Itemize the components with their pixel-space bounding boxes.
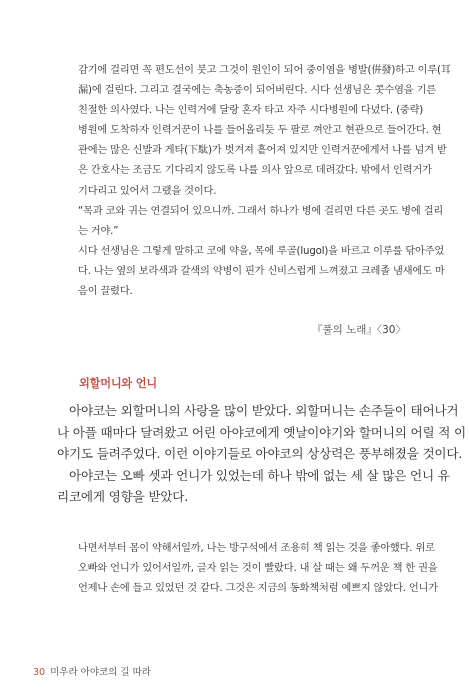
quote-line: 친절한 의사였다. 나는 인력거에 달랑 혼자 타고 자주 시다병원에 다녔다. (중략)	[78, 105, 424, 117]
quote-block-2	[78, 539, 438, 599]
body-line: 아야코는 오빠 셋과 언니가 있었는데 하나 밖에 없는 세 살 많은 언니 유	[69, 467, 450, 483]
body-line: 나 아플 때마다 달려왔고 어린 아야코에게 옛날이야기와 할머니의 어릴 적 이	[57, 424, 466, 440]
quote-line: “목과 코와 귀는 연결되어 있으니까. 그래서 하나가 병에 걸리면 다른 곳도 병에 걸리	[78, 205, 444, 217]
quote-line: 오빠와 언니가 있어서일까, 글자 읽는 것이 빨랐다. 내 살 때는 왜 두꺼운 책 한 권을	[78, 563, 438, 575]
quote-citation: 『풀의 노래』〈30〉	[311, 324, 406, 336]
quote-line: 시다 선생님은 그렇게 말하고 코에 약을, 목에 루골(lugol)을 바르고 이루를 닦아주었	[78, 245, 445, 257]
quote-line: 관에는 많은 신발과 게타(下駄)가 벗겨져 흩어져 있지만 인력거꾼에게서 나를 넘겨 받	[78, 145, 447, 157]
body-line: 야기도 들려주었다. 이런 이야기들로 아야코의 상상력은 풍부해졌을 것이다.	[57, 446, 463, 462]
quote-line: 기다리고 있어서 그랬을 것이다.	[78, 185, 217, 197]
section-heading: 외할머니와 언니	[79, 377, 157, 390]
body-text-block	[57, 400, 466, 508]
quote-line: 는 거야.”	[78, 225, 119, 237]
page-number: 30	[33, 667, 46, 678]
quote-line: 나면서부터 몸이 약해서일까, 나는 방구석에서 조용히 책 읽는 것을 좋아했다. 위로	[78, 543, 435, 554]
quote-line: 병원에 도착하자 인력거꾼이 나를 들어올리듯 두 팔로 껴안고 현관으로 들어간다. 현	[78, 125, 442, 137]
quote-line: 감기에 걸리면 꼭 편도선이 붓고 그것이 원인이 되어 중이염을 병발(倂發)하고 이루(耳	[78, 65, 451, 76]
quote-line: 언제나 손에 들고 있었던 것 같다. 그것은 지금의 동화책처럼 예쁘지 않았다. 언니가	[78, 583, 438, 595]
page-footer	[33, 664, 151, 678]
book-title: 미우라 아야코의 길 따라	[50, 667, 151, 678]
body-line: 아야코는 외할머니의 사랑을 많이 받았다. 외할머니는 손주들이 태어나거	[69, 403, 459, 418]
quote-line: 은 간호사는 조금도 기다리지 않도록 나를 의사 앞으로 데려갔다. 밖에서 인력거가	[78, 165, 432, 177]
quote-block-1	[78, 61, 451, 302]
quote-line: 다. 나는 옆의 보라색과 갈색의 약병이 핀가 신비스럽게 느껴졌고 크레졸 냄새에도 마	[78, 265, 445, 277]
body-line: 리코에게 영향을 받았다.	[57, 489, 189, 505]
quote-line: 음이 끌렸다.	[78, 286, 133, 298]
quote-line: 漏)에 걸린다. 그리고 결국에는 축농증이 되어버린다. 시다 선생님은 콧수염을 기른	[78, 85, 436, 97]
